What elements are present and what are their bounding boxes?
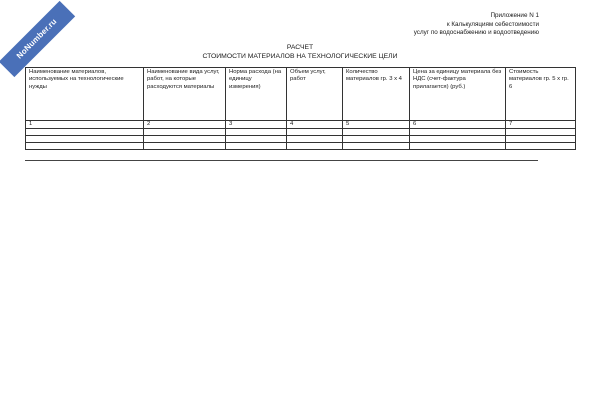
table-cell (226, 143, 287, 150)
table-cell (506, 143, 576, 150)
table-cell (226, 136, 287, 143)
column-number: 7 (506, 121, 576, 129)
table-cell (144, 143, 226, 150)
header-materials: Наименование материалов, используемых на технологические нужды (26, 68, 144, 121)
column-number: 6 (410, 121, 506, 129)
materials-table (25, 67, 576, 150)
table-row (26, 129, 576, 136)
header-service-type: Наименование вида услуг, работ, на которые расходуются материалы (144, 68, 226, 121)
column-number: 2 (144, 121, 226, 129)
table-row (26, 136, 576, 143)
table-cell (287, 129, 343, 136)
document-title: РАСЧЕТ (286, 44, 314, 51)
table-cell (343, 143, 410, 150)
appendix-line-1: Приложение N 1 (490, 12, 539, 19)
table-cell (26, 143, 144, 150)
table-row (26, 143, 576, 150)
table-cell (410, 136, 506, 143)
table-header-row (26, 68, 576, 121)
watermark-logo: NoNumber.ru (0, 1, 75, 77)
table-cell (506, 136, 576, 143)
table-cell (144, 136, 226, 143)
appendix-line-2: к Калькуляциям себестоимости (446, 20, 539, 28)
table-cell (343, 136, 410, 143)
table-cell (410, 143, 506, 150)
header-consumption-rate: Норма расхода (на единицу измерения) (226, 68, 287, 121)
table-cell (287, 136, 343, 143)
header-unit-price: Цена за единицу материала без НДС (счет-фактура прилагается) (руб.) (410, 68, 506, 121)
table-cell (26, 136, 144, 143)
column-number: 1 (26, 121, 144, 129)
document-subtitle: СТОИМОСТИ МАТЕРИАЛОВ НА ТЕХНОЛОГИЧЕСКИЕ ЦЕЛИ (202, 53, 398, 60)
header-cost: Стоимость материалов гр. 5 х гр. 6 (506, 68, 576, 121)
column-number: 3 (226, 121, 287, 129)
header-service-volume: Объем услуг, работ (287, 68, 343, 121)
column-number: 4 (287, 121, 343, 129)
table-cell (26, 129, 144, 136)
table-cell (287, 143, 343, 150)
table-cell (144, 129, 226, 136)
column-number: 5 (343, 121, 410, 129)
footer-rule (25, 160, 538, 161)
appendix-note (414, 12, 539, 38)
table-cell (343, 129, 410, 136)
table-cell (226, 129, 287, 136)
table-column-numbers-row (26, 121, 576, 129)
table-cell (410, 129, 506, 136)
header-quantity: Количество материалов гр. 3 х 4 (343, 68, 410, 121)
table-cell (506, 129, 576, 136)
appendix-line-3: услуг по водоснабжению и водоотведению (413, 29, 539, 36)
